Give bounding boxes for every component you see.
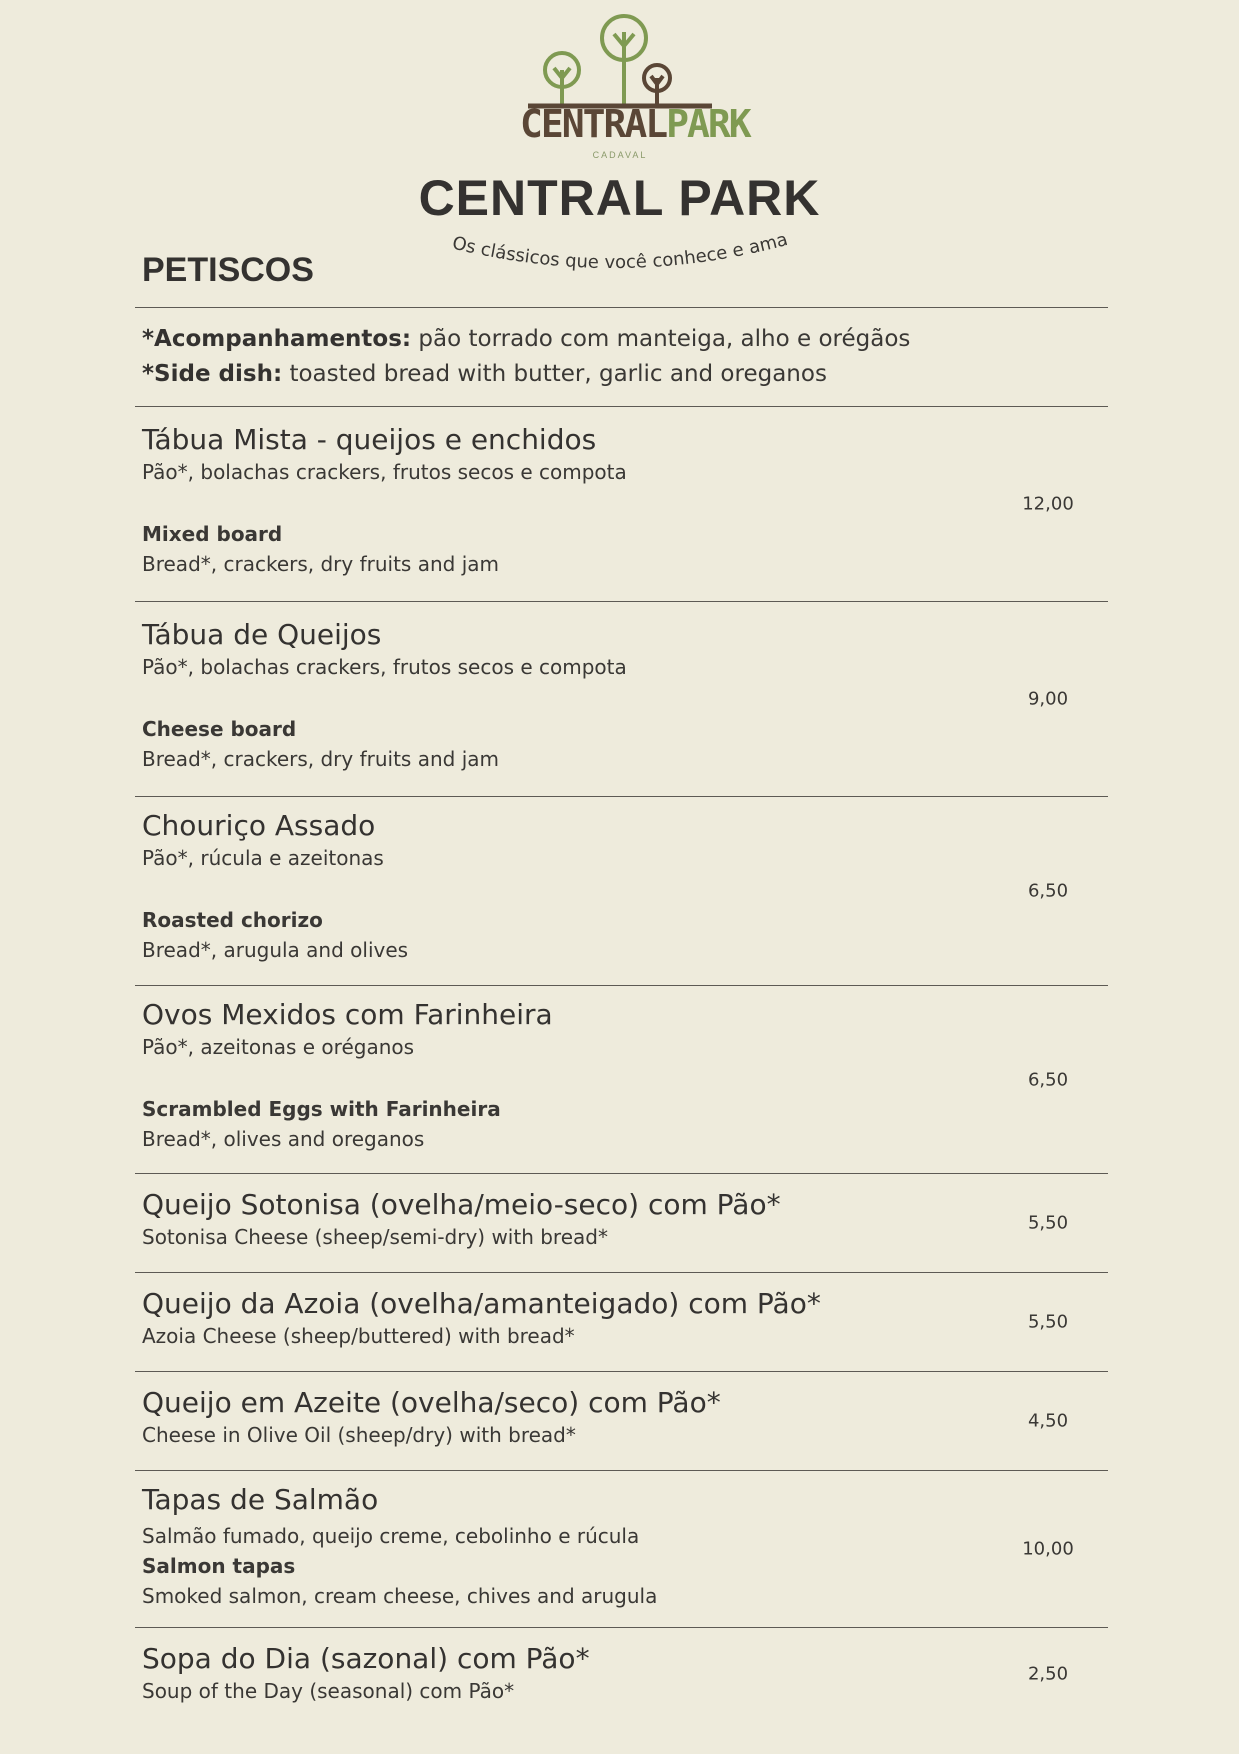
item-description: Salmão fumado, queijo creme, cebolinho e rúcula [142,1524,640,1548]
item-english-description: Sotonisa Cheese (sheep/semi-dry) with bread* [142,1225,608,1249]
item-price: 6,50 [1027,880,1069,902]
item-price: 9,00 [1027,688,1069,710]
item-english-description: Bread*, olives and oreganos [142,1127,425,1151]
item-english-description: Bread*, arugula and olives [142,938,409,962]
side-dish-note [135,308,1108,406]
menu-item [135,986,1108,1173]
logo-wordmark [520,102,750,146]
item-english-name: Scrambled Eggs with Farinheira [142,1097,501,1121]
central-park-logo [520,12,750,162]
menu-item [135,1628,1108,1720]
item-english-name: Roasted chorizo [142,908,323,932]
item-price: 4,50 [1027,1410,1069,1432]
item-price: 10,00 [1022,1538,1074,1560]
item-name: Chouriço Assado [142,809,376,842]
item-english-description: Bread*, crackers, dry fruits and jam [142,747,499,771]
menu-item [135,1372,1108,1470]
tagline [420,225,820,295]
menu-item [135,602,1108,796]
item-english-name: Cheese board [142,717,297,741]
logo-word-central: CENTRAL [520,102,667,146]
menu-item [135,1471,1108,1627]
item-name: Tábua de Queijos [142,618,382,651]
note-label: *Acompanhamentos: [142,326,412,352]
note-label: *Side dish: [142,361,283,387]
item-english-name: Mixed board [142,522,283,546]
menu-item [135,1174,1108,1272]
trees-icon [520,12,720,112]
note-text: pão torrado com manteiga, alho e orégãos [411,326,911,352]
section-title: PETISCOS [142,251,314,289]
brand-title: CENTRAL PARK [418,170,821,226]
menu-item [135,1273,1108,1371]
menu-item [135,407,1108,601]
item-english-name: Salmon tapas [142,1554,296,1578]
note-line-en [142,357,1101,392]
item-name: Queijo em Azeite (ovelha/seco) com Pão* [142,1386,721,1419]
item-name: Queijo Sotonisa (ovelha/meio-seco) com Pão* [142,1188,781,1221]
item-price: 2,50 [1027,1663,1069,1685]
item-price: 12,00 [1022,493,1074,515]
note-text: toasted bread with butter, garlic and oreganos [282,361,827,387]
item-description: Pão*, bolachas crackers, frutos secos e compota [142,460,627,484]
item-name: Tapas de Salmão [142,1483,379,1516]
item-description: Pão*, bolachas crackers, frutos secos e compota [142,655,627,679]
tagline-text: Os clássicos que você conhece e ama [450,229,790,274]
item-english-description: Soup of the Day (seasonal) com Pão* [142,1679,515,1703]
item-name: Sopa do Dia (sazonal) com Pão* [142,1642,590,1675]
menu-list [135,307,1108,1720]
menu-item [135,797,1108,985]
item-description: Pão*, rúcula e azeitonas [142,846,384,870]
item-price: 5,50 [1027,1212,1069,1234]
note-line-pt [142,322,1101,357]
logo-word-park: PARK [666,102,750,146]
item-name: Queijo da Azoia (ovelha/amanteigado) com Pão* [142,1287,821,1320]
item-english-description: Cheese in Olive Oil (sheep/dry) with bread* [142,1423,576,1447]
item-english-description: Bread*, crackers, dry fruits and jam [142,552,499,576]
logo-subtitle: CADAVAL [592,150,648,160]
item-english-description: Smoked salmon, cream cheese, chives and arugula [142,1584,658,1608]
item-english-description: Azoia Cheese (sheep/buttered) with bread* [142,1324,575,1348]
item-price: 5,50 [1027,1311,1069,1333]
item-description: Pão*, azeitonas e oréganos [142,1035,415,1059]
item-name: Ovos Mexidos com Farinheira [142,998,553,1031]
item-name: Tábua Mista - queijos e enchidos [142,423,597,456]
item-price: 6,50 [1027,1069,1069,1090]
